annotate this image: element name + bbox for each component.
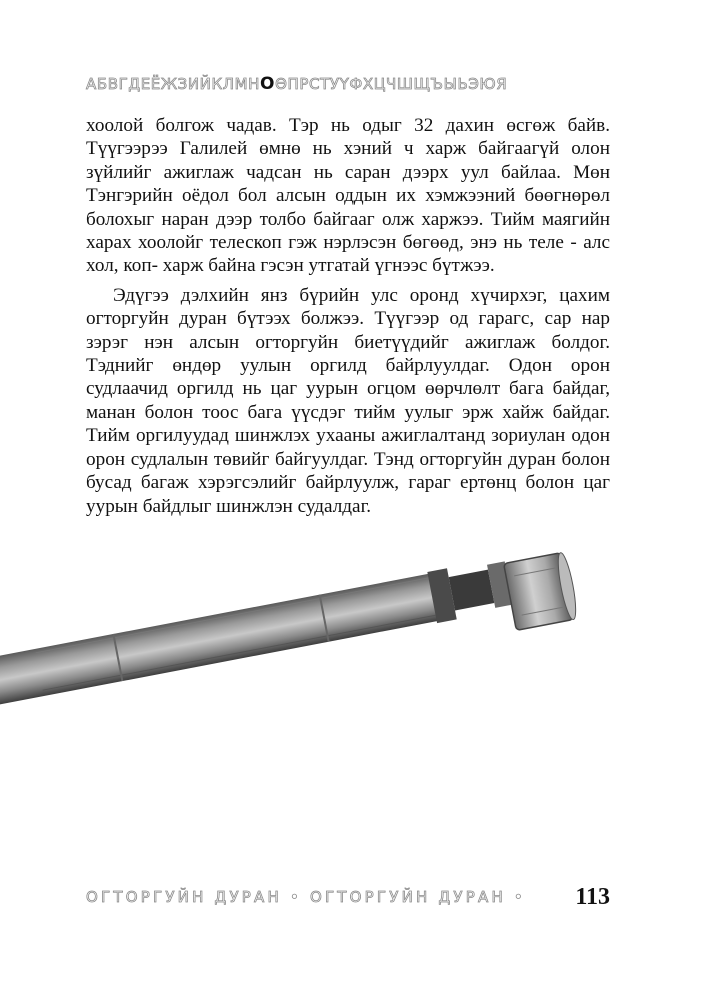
alphabet-highlight-letter: О <box>260 74 276 94</box>
body-text <box>86 114 610 518</box>
page-number: 113 <box>575 884 610 910</box>
paragraph-2: Эдүгээ дэлхийн янз бүрийн улс оронд хүчирхэг, цахим огторгуйн дуран бүтээх болжээ. Түүгээр од гарагс, сар нар зэрэг нэн алсын огторгуйн биетүүдийг ажиглаж болдог. Тэднийг өндөр уулын оргилд байрлуулдаг. Одон орон судлаачид оргилд нь цаг уурын огцом өөрчлөлт бага байдаг, манан болон тоос бага үүсдэг тийм уулыг эрж хайж байдаг. Тийм оргилуудад шинжлэх ухааны ажиглалтанд зориулан одон орон судлалын төвийг байгуулдаг. Тэнд огторгуйн дуран болон бусад багаж хэрэгсэлийг байрлуулж, гараг ертөнц болон цаг уурын байдлыг шинжлэн судалдаг. <box>86 284 610 517</box>
alphabet-before: АБВГДЕЁЖЗИЙКЛМН <box>86 75 261 93</box>
page-footer <box>86 884 610 914</box>
alphabet-header <box>86 74 620 94</box>
paragraph-1: хоолой болгож чадав. Тэр нь одыг 32 дахин өсгөж байв. Түүгээрээ Галилей өмнө нь хэний ч харж байгаагүй олон зүйлийг ажиглаж чадсан нь саран дээрх уул байлаа. Мөн Тэнгэрийн оёдол бол алсын оддын их хэмжээний бөөгнөрөл болохыг наран дээр толбо байгааг олж харжээ. Тийм маягийн харах хоолойг телескоп гэж нэрлэсэн бөгөөд, энэ нь теле - алс хол, коп- харж байна гэсэн утгатай үгнээс бүтжээ. <box>86 115 610 277</box>
running-title: ОГТОРГУЙН ДУРАН • ОГТОРГУЙН ДУРАН • <box>86 888 526 906</box>
alphabet-after: ӨПРСТУҮФХЦЧШЩЪЫЬЭЮЯ <box>275 75 508 93</box>
telescope-illustration <box>0 545 604 705</box>
